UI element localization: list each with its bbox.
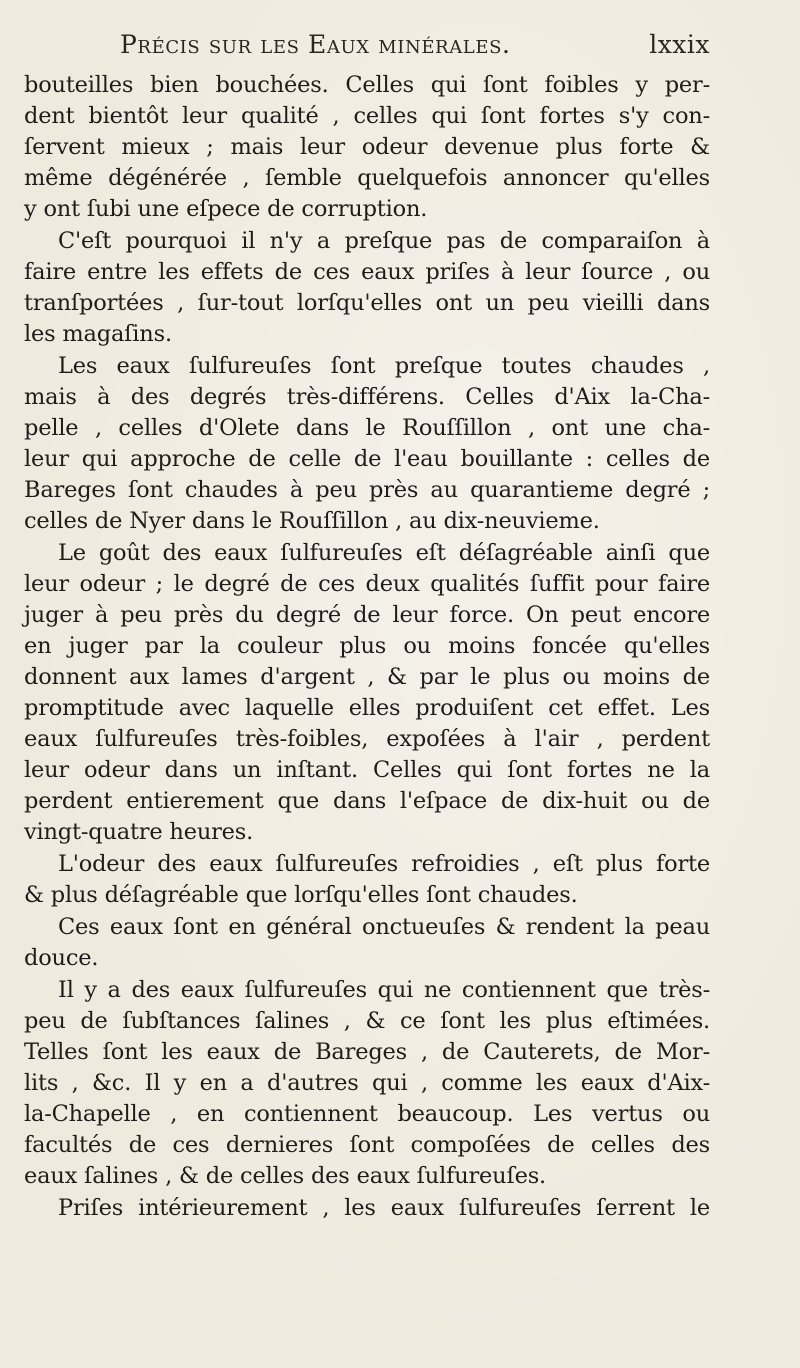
paragraph [24, 912, 710, 974]
text-line: facultés de ces dernieres ſont compoſées de celles des [24, 1132, 710, 1158]
text-line: peu de ſubſtances ſalines , & ce ſont les plus eſtimées. [24, 1008, 710, 1034]
text-line: Il y a des eaux ſulfureuſes qui ne contiennent que très- [58, 977, 710, 1003]
paragraph [24, 538, 710, 848]
running-title: Précis sur les Eaux minérales. [120, 30, 511, 59]
text-line: Les eaux ſulfureuſes ſont preſque toutes chaudes , [58, 353, 710, 379]
text-line: tranſportées , ſur-tout lorſqu'elles ont un peu vieilli dans [24, 290, 710, 316]
text-line: leur odeur ; le degré de ces deux qualités ſuffit pour faire [24, 571, 710, 597]
text-line: mais à des degrés très-différens. Celles d'Aix la-Cha- [24, 384, 710, 410]
text-line: dent bientôt leur qualité , celles qui ſont fortes s'y con- [24, 103, 710, 129]
text-line: Bareges ſont chaudes à peu près au quarantieme degré ; [24, 477, 710, 503]
page-number: lxxix [649, 30, 710, 59]
paragraph [24, 70, 710, 225]
running-header [120, 30, 710, 70]
paragraph [24, 351, 710, 537]
text-line: Priſes intérieurement , les eaux ſulfureuſes ſerrent le [58, 1195, 710, 1221]
text-line: bouteilles bien bouchées. Celles qui ſont foibles y per- [24, 72, 710, 98]
paragraph [24, 849, 710, 911]
text-line: ſervent mieux ; mais leur odeur devenue plus forte & [24, 134, 710, 160]
paragraph [24, 226, 710, 350]
body-text [24, 70, 710, 1224]
text-line: L'odeur des eaux ſulfureuſes refroidies , eſt plus forte [58, 851, 710, 877]
text-line: Le goût des eaux ſulfureuſes eſt déſagréable ainſi que [58, 540, 710, 566]
text-line: Ces eaux ſont en général onctueuſes & rendent la peau [58, 914, 710, 940]
text-line: faire entre les effets de ces eaux priſes à leur ſource , ou [24, 259, 710, 285]
text-line: promptitude avec laquelle elles produiſent cet effet. Les [24, 695, 710, 721]
text-line: eaux ſalines , & de celles des eaux ſulfureuſes. [24, 1163, 546, 1189]
text-line: Telles ſont les eaux de Bareges , de Cauterets, de Mor- [24, 1039, 710, 1065]
text-line: douce. [24, 945, 99, 971]
text-line: juger à peu près du degré de leur force. On peut encore [24, 602, 710, 628]
paragraph [24, 975, 710, 1192]
text-line: lits , &c. Il y en a d'autres qui , comme les eaux d'Aix- [24, 1070, 710, 1096]
text-line: C'eſt pourquoi il n'y a preſque pas de comparaiſon à [58, 228, 710, 254]
text-line: perdent entierement que dans l'eſpace de dix-huit ou de [24, 788, 710, 814]
text-line: & plus déſagréable que lorſqu'elles ſont chaudes. [24, 882, 578, 908]
text-line: les magaſins. [24, 321, 172, 347]
text-line: en juger par la couleur plus ou moins foncée qu'elles [24, 633, 710, 659]
text-line: celles de Nyer dans le Rouſſillon , au dix-neuvieme. [24, 508, 600, 534]
text-line: vingt-quatre heures. [24, 819, 254, 845]
text-line: leur odeur dans un inſtant. Celles qui ſont fortes ne la [24, 757, 710, 783]
text-line: la-Chapelle , en contiennent beaucoup. Les vertus ou [24, 1101, 710, 1127]
text-line: pelle , celles d'Olete dans le Rouſſillon , ont une cha- [24, 415, 710, 441]
text-line: même dégénérée , ſemble quelquefois annoncer qu'elles [24, 165, 710, 191]
paragraph [24, 1193, 710, 1224]
text-line: y ont ſubi une eſpece de corruption. [24, 196, 428, 222]
text-line: donnent aux lames d'argent , & par le plus ou moins de [24, 664, 710, 690]
text-line: leur qui approche de celle de l'eau bouillante : celles de [24, 446, 710, 472]
text-line: eaux ſulfureuſes très-foibles, expoſées à l'air , perdent [24, 726, 710, 752]
